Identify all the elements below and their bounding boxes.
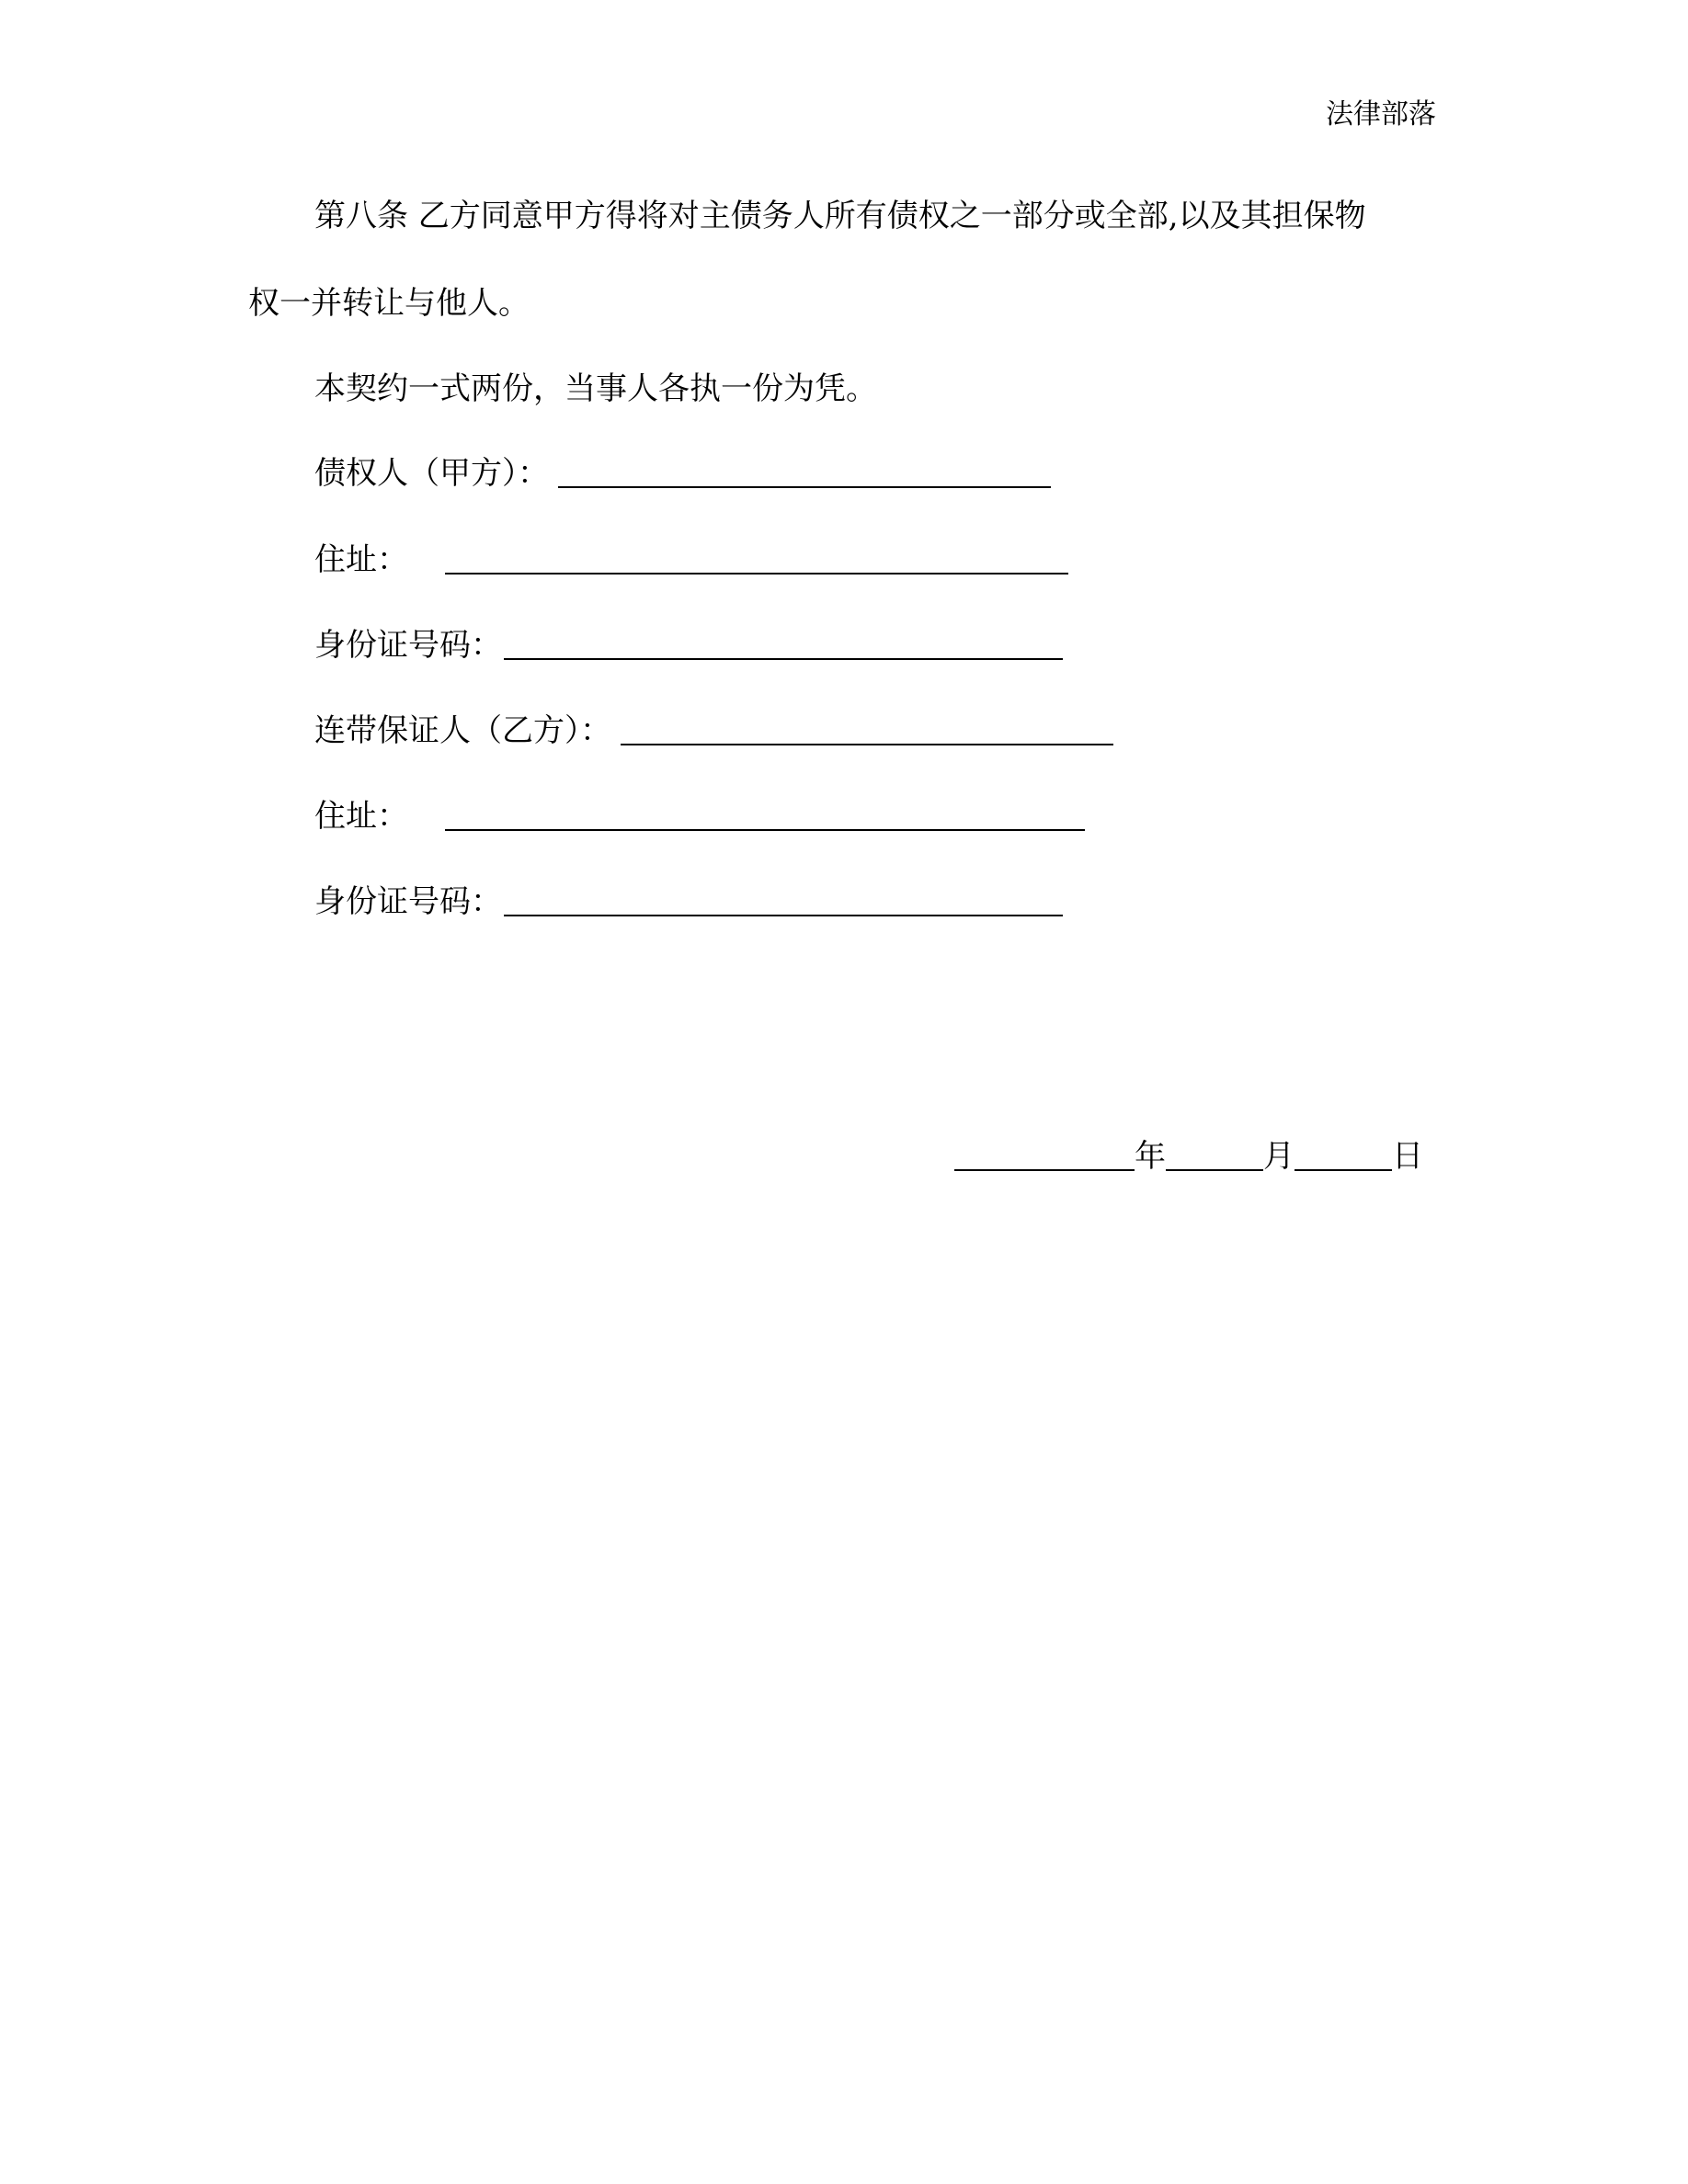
month-label: 月 [1263, 1138, 1295, 1175]
guarantor-address-blank[interactable] [445, 798, 1085, 831]
month-blank[interactable] [1166, 1138, 1263, 1171]
article-8-line-1: 第八条 乙方同意甲方得将对主债务人所有债权之一部分或全部,以及其担保物 [314, 198, 1366, 234]
creditor-address-field [314, 540, 1068, 580]
creditor-id-blank[interactable] [504, 627, 1063, 660]
guarantor-signature-blank[interactable] [621, 712, 1113, 745]
year-label: 年 [1135, 1138, 1166, 1175]
guarantor-address-field [314, 796, 1085, 836]
page-header: 法律部落 [1326, 98, 1436, 131]
day-blank[interactable] [1295, 1138, 1392, 1171]
guarantor-address-label: 住址： [314, 798, 408, 835]
copies-clause: 本契约一式两份，当事人各执一份为凭。 [314, 370, 877, 407]
article-8-line-2: 权一并转让与他人。 [248, 285, 530, 322]
date-line [954, 1136, 1423, 1177]
creditor-label: 债权人（甲方）： [314, 455, 549, 492]
creditor-field [314, 453, 1051, 494]
year-blank[interactable] [954, 1138, 1135, 1171]
guarantor-field [314, 711, 1113, 751]
day-label: 日 [1392, 1138, 1423, 1175]
creditor-address-blank[interactable] [445, 541, 1068, 574]
guarantor-label: 连带保证人（乙方）： [314, 712, 611, 749]
guarantor-id-label: 身份证号码： [314, 883, 502, 920]
creditor-id-label: 身份证号码： [314, 627, 502, 664]
creditor-id-field [314, 625, 1063, 665]
guarantor-id-field [314, 882, 1063, 922]
creditor-signature-blank[interactable] [558, 455, 1051, 488]
guarantor-id-blank[interactable] [504, 883, 1063, 916]
creditor-address-label: 住址： [314, 541, 408, 578]
